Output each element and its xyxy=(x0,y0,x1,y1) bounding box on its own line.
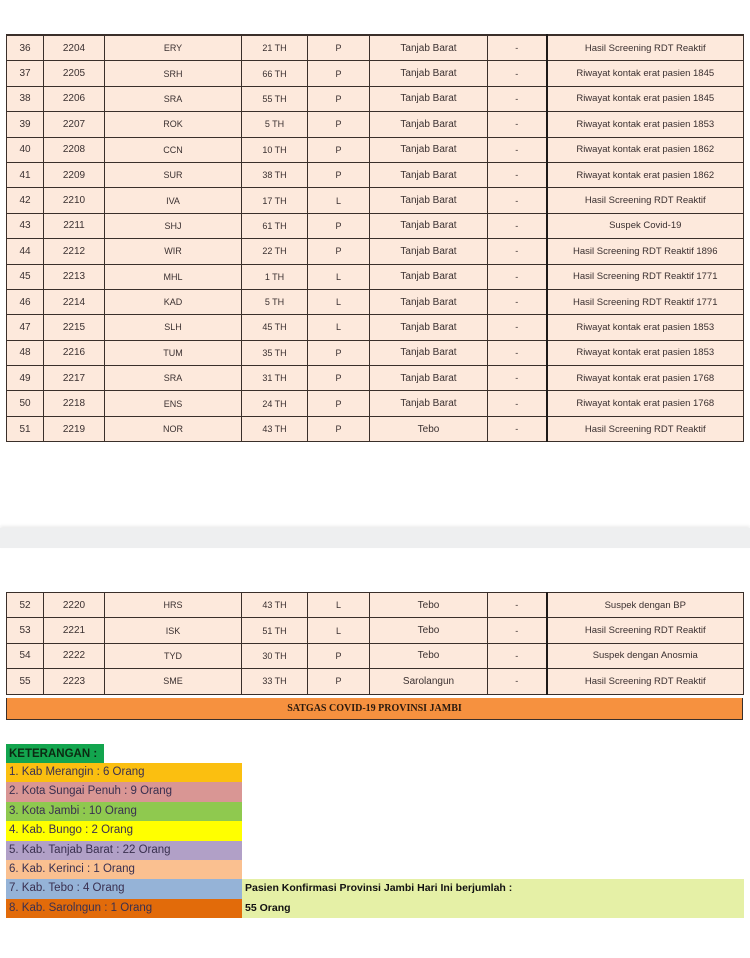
cell-remarks: Suspek dengan BP xyxy=(547,593,744,618)
cell-no: 50 xyxy=(7,391,44,416)
cell-age: 66 TH xyxy=(242,61,308,86)
cell-status: - xyxy=(488,391,547,416)
cell-age: 24 TH xyxy=(242,391,308,416)
cell-no: 46 xyxy=(7,289,44,314)
cell-case-id: 2218 xyxy=(44,391,105,416)
cell-age: 43 TH xyxy=(242,416,308,441)
cell-gender: P xyxy=(308,86,370,111)
cell-remarks: Riwayat kontak erat pasien 1853 xyxy=(547,112,744,137)
cell-gender: L xyxy=(308,618,370,643)
cell-case-id: 2212 xyxy=(44,239,105,264)
satgas-banner: SATGAS COVID-19 PROVINSI JAMBI xyxy=(6,698,743,720)
cell-case-id: 2214 xyxy=(44,289,105,314)
cell-age: 61 TH xyxy=(242,213,308,238)
cell-gender: P xyxy=(308,239,370,264)
cell-gender: P xyxy=(308,340,370,365)
cell-remarks: Riwayat kontak erat pasien 1768 xyxy=(547,366,744,391)
cell-status: - xyxy=(488,315,547,340)
table-row xyxy=(7,289,744,314)
cell-remarks: Riwayat kontak erat pasien 1845 xyxy=(547,86,744,111)
cell-case-id: 2210 xyxy=(44,188,105,213)
cell-case-id: 2222 xyxy=(44,643,105,668)
cell-region: Tanjab Barat xyxy=(370,366,488,391)
legend-item: 4. Kab. Bungo : 2 Orang xyxy=(6,821,242,840)
cell-case-id: 2205 xyxy=(44,61,105,86)
cell-initials: SME xyxy=(105,669,242,694)
cell-remarks: Hasil Screening RDT Reaktif xyxy=(547,416,744,441)
legend-item: 3. Kota Jambi : 10 Orang xyxy=(6,802,242,821)
cell-gender: P xyxy=(308,61,370,86)
table-row xyxy=(7,315,744,340)
cell-gender: P xyxy=(308,162,370,187)
cell-gender: P xyxy=(308,416,370,441)
table-row xyxy=(7,61,744,86)
cell-gender: L xyxy=(308,315,370,340)
cell-initials: HRS xyxy=(105,593,242,618)
cell-remarks: Hasil Screening RDT Reaktif xyxy=(547,618,744,643)
table-row xyxy=(7,35,744,61)
table-row xyxy=(7,416,744,441)
cell-gender: P xyxy=(308,366,370,391)
cell-gender: L xyxy=(308,188,370,213)
cell-region: Tanjab Barat xyxy=(370,340,488,365)
cell-no: 38 xyxy=(7,86,44,111)
cell-initials: TUM xyxy=(105,340,242,365)
cell-age: 51 TH xyxy=(242,618,308,643)
cell-case-id: 2207 xyxy=(44,112,105,137)
table-row xyxy=(7,340,744,365)
legend-item: 5. Kab. Tanjab Barat : 22 Orang xyxy=(6,841,242,860)
cell-initials: SRH xyxy=(105,61,242,86)
cell-status: - xyxy=(488,643,547,668)
cell-status: - xyxy=(488,86,547,111)
cell-no: 51 xyxy=(7,416,44,441)
cell-age: 22 TH xyxy=(242,239,308,264)
cell-no: 49 xyxy=(7,366,44,391)
cell-initials: SRA xyxy=(105,366,242,391)
cell-no: 40 xyxy=(7,137,44,162)
cell-age: 43 TH xyxy=(242,593,308,618)
cell-gender: P xyxy=(308,669,370,694)
cell-initials: ENS xyxy=(105,391,242,416)
cell-status: - xyxy=(488,669,547,694)
cell-case-id: 2220 xyxy=(44,593,105,618)
cell-region: Tanjab Barat xyxy=(370,188,488,213)
cell-remarks: Riwayat kontak erat pasien 1862 xyxy=(547,137,744,162)
cell-remarks: Hasil Screening RDT Reaktif xyxy=(547,35,744,61)
cell-status: - xyxy=(488,289,547,314)
cell-initials: SHJ xyxy=(105,213,242,238)
cell-region: Tanjab Barat xyxy=(370,86,488,111)
table-row xyxy=(7,643,744,668)
cell-remarks: Suspek dengan Anosmia xyxy=(547,643,744,668)
cell-region: Tanjab Barat xyxy=(370,162,488,187)
cell-case-id: 2206 xyxy=(44,86,105,111)
table-row xyxy=(7,86,744,111)
cell-initials: ISK xyxy=(105,618,242,643)
table-row xyxy=(7,618,744,643)
legend-item: 7. Kab. Tebo : 4 Orang xyxy=(6,879,242,898)
cell-age: 5 TH xyxy=(242,289,308,314)
cell-no: 42 xyxy=(7,188,44,213)
table-row xyxy=(7,239,744,264)
cell-remarks: Hasil Screening RDT Reaktif 1771 xyxy=(547,264,744,289)
cell-region: Tanjab Barat xyxy=(370,264,488,289)
cell-status: - xyxy=(488,618,547,643)
patient-table-top xyxy=(6,34,744,442)
cell-remarks: Suspek Covid-19 xyxy=(547,213,744,238)
cell-no: 39 xyxy=(7,112,44,137)
cell-no: 48 xyxy=(7,340,44,365)
cell-case-id: 2209 xyxy=(44,162,105,187)
cell-no: 52 xyxy=(7,593,44,618)
cell-initials: WIR xyxy=(105,239,242,264)
cell-initials: TYD xyxy=(105,643,242,668)
cell-initials: SRA xyxy=(105,86,242,111)
cell-initials: NOR xyxy=(105,416,242,441)
cell-region: Tebo xyxy=(370,593,488,618)
legend-item: 8. Kab. Sarolngun : 1 Orang xyxy=(6,899,242,918)
cell-region: Tebo xyxy=(370,643,488,668)
cell-status: - xyxy=(488,340,547,365)
cell-initials: KAD xyxy=(105,289,242,314)
cell-status: - xyxy=(488,35,547,61)
cell-case-id: 2213 xyxy=(44,264,105,289)
legend-item: 1. Kab Merangin : 6 Orang xyxy=(6,763,242,782)
cell-initials: CCN xyxy=(105,137,242,162)
cell-region: Tanjab Barat xyxy=(370,61,488,86)
page-divider xyxy=(0,528,750,548)
cell-no: 54 xyxy=(7,643,44,668)
cell-age: 55 TH xyxy=(242,86,308,111)
cell-no: 41 xyxy=(7,162,44,187)
cell-region: Tanjab Barat xyxy=(370,137,488,162)
table-row xyxy=(7,188,744,213)
cell-case-id: 2216 xyxy=(44,340,105,365)
cell-initials: SLH xyxy=(105,315,242,340)
table-row xyxy=(7,112,744,137)
cell-case-id: 2211 xyxy=(44,213,105,238)
patient-table-bottom xyxy=(6,592,744,695)
cell-initials: ERY xyxy=(105,35,242,61)
cell-no: 36 xyxy=(7,35,44,61)
cell-no: 53 xyxy=(7,618,44,643)
cell-no: 37 xyxy=(7,61,44,86)
legend-item: 6. Kab. Kerinci : 1 Orang xyxy=(6,860,242,879)
table-row xyxy=(7,264,744,289)
cell-no: 55 xyxy=(7,669,44,694)
cell-region: Tanjab Barat xyxy=(370,315,488,340)
summary-line-2: 55 Orang xyxy=(245,901,291,914)
cell-gender: L xyxy=(308,289,370,314)
cell-region: Tebo xyxy=(370,618,488,643)
summary-line-1: Pasien Konfirmasi Provinsi Jambi Hari Ini berjumlah : xyxy=(245,882,513,894)
cell-remarks: Riwayat kontak erat pasien 1853 xyxy=(547,340,744,365)
cell-age: 21 TH xyxy=(242,35,308,61)
cell-case-id: 2221 xyxy=(44,618,105,643)
cell-age: 33 TH xyxy=(242,669,308,694)
cell-status: - xyxy=(488,61,547,86)
table-row xyxy=(7,366,744,391)
cell-age: 17 TH xyxy=(242,188,308,213)
cell-region: Tanjab Barat xyxy=(370,35,488,61)
cell-region: Tanjab Barat xyxy=(370,391,488,416)
cell-gender: P xyxy=(308,213,370,238)
cell-initials: SUR xyxy=(105,162,242,187)
cell-remarks: Hasil Screening RDT Reaktif 1896 xyxy=(547,239,744,264)
cell-no: 45 xyxy=(7,264,44,289)
cell-remarks: Riwayat kontak erat pasien 1853 xyxy=(547,315,744,340)
cell-age: 38 TH xyxy=(242,162,308,187)
cell-no: 44 xyxy=(7,239,44,264)
cell-status: - xyxy=(488,593,547,618)
cell-remarks: Hasil Screening RDT Reaktif 1771 xyxy=(547,289,744,314)
table-row xyxy=(7,162,744,187)
table-row xyxy=(7,137,744,162)
cell-gender: P xyxy=(308,391,370,416)
cell-initials: MHL xyxy=(105,264,242,289)
legend-title: KETERANGAN : xyxy=(6,744,104,763)
cell-no: 47 xyxy=(7,315,44,340)
cell-gender: P xyxy=(308,643,370,668)
cell-case-id: 2215 xyxy=(44,315,105,340)
cell-status: - xyxy=(488,264,547,289)
cell-status: - xyxy=(488,239,547,264)
cell-gender: P xyxy=(308,112,370,137)
cell-gender: L xyxy=(308,264,370,289)
cell-case-id: 2217 xyxy=(44,366,105,391)
table-row xyxy=(7,391,744,416)
cell-age: 35 TH xyxy=(242,340,308,365)
cell-status: - xyxy=(488,366,547,391)
cell-status: - xyxy=(488,188,547,213)
cell-age: 5 TH xyxy=(242,112,308,137)
cell-region: Tanjab Barat xyxy=(370,213,488,238)
cell-age: 1 TH xyxy=(242,264,308,289)
cell-age: 10 TH xyxy=(242,137,308,162)
cell-region: Tanjab Barat xyxy=(370,112,488,137)
cell-status: - xyxy=(488,112,547,137)
cell-remarks: Riwayat kontak erat pasien 1845 xyxy=(547,61,744,86)
cell-initials: IVA xyxy=(105,188,242,213)
cell-case-id: 2219 xyxy=(44,416,105,441)
cell-gender: P xyxy=(308,35,370,61)
cell-region: Tanjab Barat xyxy=(370,289,488,314)
cell-no: 43 xyxy=(7,213,44,238)
cell-case-id: 2208 xyxy=(44,137,105,162)
cell-case-id: 2204 xyxy=(44,35,105,61)
cell-initials: ROK xyxy=(105,112,242,137)
cell-status: - xyxy=(488,416,547,441)
cell-status: - xyxy=(488,137,547,162)
cell-status: - xyxy=(488,213,547,238)
cell-gender: L xyxy=(308,593,370,618)
cell-region: Tanjab Barat xyxy=(370,239,488,264)
cell-age: 45 TH xyxy=(242,315,308,340)
table-row xyxy=(7,213,744,238)
cell-age: 30 TH xyxy=(242,643,308,668)
cell-remarks: Riwayat kontak erat pasien 1768 xyxy=(547,391,744,416)
cell-remarks: Hasil Screening RDT Reaktif xyxy=(547,669,744,694)
table-row xyxy=(7,669,744,694)
legend-item: 2. Kota Sungai Penuh : 9 Orang xyxy=(6,782,242,801)
cell-region: Tebo xyxy=(370,416,488,441)
summary-box xyxy=(242,879,744,918)
cell-status: - xyxy=(488,162,547,187)
cell-region: Sarolangun xyxy=(370,669,488,694)
table-row xyxy=(7,593,744,618)
cell-remarks: Riwayat kontak erat pasien 1862 xyxy=(547,162,744,187)
cell-age: 31 TH xyxy=(242,366,308,391)
cell-remarks: Hasil Screening RDT Reaktif xyxy=(547,188,744,213)
cell-gender: P xyxy=(308,137,370,162)
cell-case-id: 2223 xyxy=(44,669,105,694)
